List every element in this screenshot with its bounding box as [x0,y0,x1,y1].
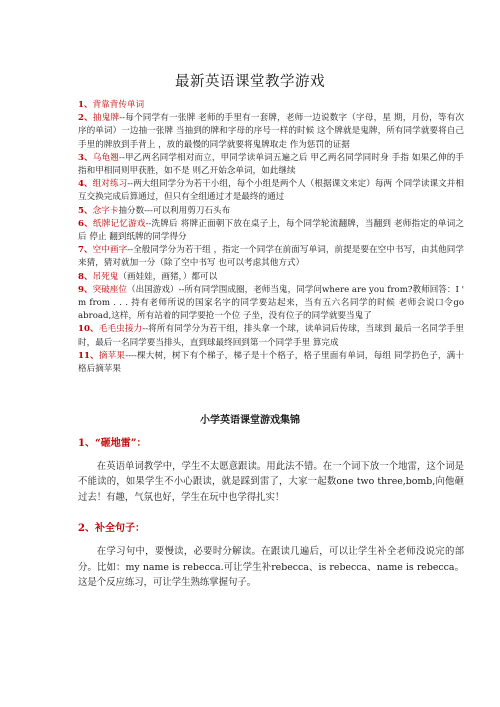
item-heading: 组对练习 [92,179,128,190]
item-heading: 吊死鬼 [92,271,119,282]
game-description: 在学习句中，要慢读，必要时分解读。在跟读几遍后，可以让学生补全老师没说完的部分。比如：my name is rebecca.可让学生补rebecca、is rebecca、name is rebecca。这是个反应练习，可让学生熟练掌握句子。 [78,546,464,589]
item-text: --甲乙两名同学相对而立，甲同学读单词五遍之后 甲乙两名同学同时身 手指 如果乙伸的手指和甲相同则甲获胜，如不是 则乙开始念单词，如此继续 [78,152,464,177]
game-title-colon: ： [136,438,147,449]
item-heading: 突破座位 [92,284,127,295]
item-heading: 纸牌记忆游戏 [92,218,146,229]
item-heading: 乌龟翘 [92,152,119,163]
item-text: ----棵大树，树下有个梯子，梯子是十个格子，格子里面有单词，每组 同学扔色子，满十格后摘苹果 [78,350,464,375]
game-list [78,99,464,376]
game-title: “砸地雷” [94,438,137,449]
game-number: 1、 [78,438,95,449]
item-number: 11、 [78,350,99,361]
list-item [78,271,464,284]
item-number: 1、 [78,100,93,110]
item-text: --洗牌后 将牌正面朝下放在桌子上，每个同学轮流翻牌，当翻到 老师指定的单词之后 停止 翻到纸牌的同学得分 [78,218,464,243]
item-number: 8、 [78,271,93,282]
item-number: 6、 [78,218,93,229]
game-number: 2、 [78,523,95,535]
item-text: （画娃娃，画猪，）都可以 [118,271,218,282]
list-item [78,152,464,178]
item-heading: 背靠背传单词 [92,100,145,110]
list-item [78,178,464,204]
game-heading [78,434,464,449]
game-title-colon: ： [134,523,145,535]
item-text: （出国游戏）--所有同学围成圈，老师当鬼，同学问where are you from?教师回答：I ' m from . . . 持有老师所说的国家名字的同学要站起来，当有五六名同学的时候 老师会说口令go abroad,这样，所有站着的同学要抢一个位 子坐，没有位子的同学就要当鬼了 [78,284,464,322]
item-number: 9、 [78,284,93,295]
game-title: 补全句子 [94,523,135,535]
item-text: --每个同学有一张牌 老师的手里有一套牌，老师一边说数字（字母，星 期，月份，等有次序的单词）一边抽一张牌 当抽到的牌和字母的序号一样的时候 这个牌就是鬼牌，所有同学就要将自己手里的牌放到手背上 ，放的最慢的同学就要将鬼牌取走 作为惩罚的证据 [78,113,464,150]
section-subtitle: 小学英语课堂游戏集锦 [200,415,300,426]
item-text: --两大组同学分为若干小组，每个小组是两个人（根据课文来定）每两 个同学读课文并相互交换完成后算通过，但只有全组通过才是最终的通过 [78,179,464,203]
list-item [78,350,464,376]
game-description: 在英语单词教学中，学生不太愿意跟读。用此法不错。在一个词下放一个地雷，这个词是不能读的，如果学生不小心跟读，就是踩到雷了，大家一起数one two three,bomb,向他砸过去！有趣，气氛也好，学生在玩中也学得扎实！ [78,461,464,503]
list-item [78,205,464,218]
game-collection [78,434,464,604]
list-item [78,244,464,270]
page-title: 最新英语课堂教学游戏 [175,74,325,90]
list-item [78,323,464,349]
item-text: --将所有同学分为若干组，排头拿一个球，读单词后传球，当球到 最后一名同学手里时，最后一名同学要当排头，直到球最终回到第一个同学手里 算完成 [78,324,464,348]
list-item [78,99,464,112]
item-number: 5、 [78,205,93,216]
item-number: 3、 [78,152,93,163]
list-item [78,284,464,324]
item-heading: 毛毛虫接力 [98,324,143,335]
list-item [78,112,464,152]
game-heading [78,519,464,534]
item-number: 7、 [78,245,93,256]
item-text: 抽分数---可以利用剪刀石头布 [118,205,231,216]
item-heading: 空中画字 [92,245,128,256]
item-heading: 抽鬼牌 [92,113,120,124]
item-heading: 念字卡 [92,205,119,216]
item-number: 2、 [78,113,93,124]
item-number: 4、 [78,179,93,190]
item-text: --全般同学分为若干组 ，指定一个同学在前面写单词，前提是要在空中书写，由其他同学来猜，猜对就加一分（除了空中书写 也可以考虑其他方式） [78,245,464,269]
item-number: 10、 [78,324,99,335]
item-heading: 摘苹果 [98,350,126,361]
list-item [78,218,464,244]
